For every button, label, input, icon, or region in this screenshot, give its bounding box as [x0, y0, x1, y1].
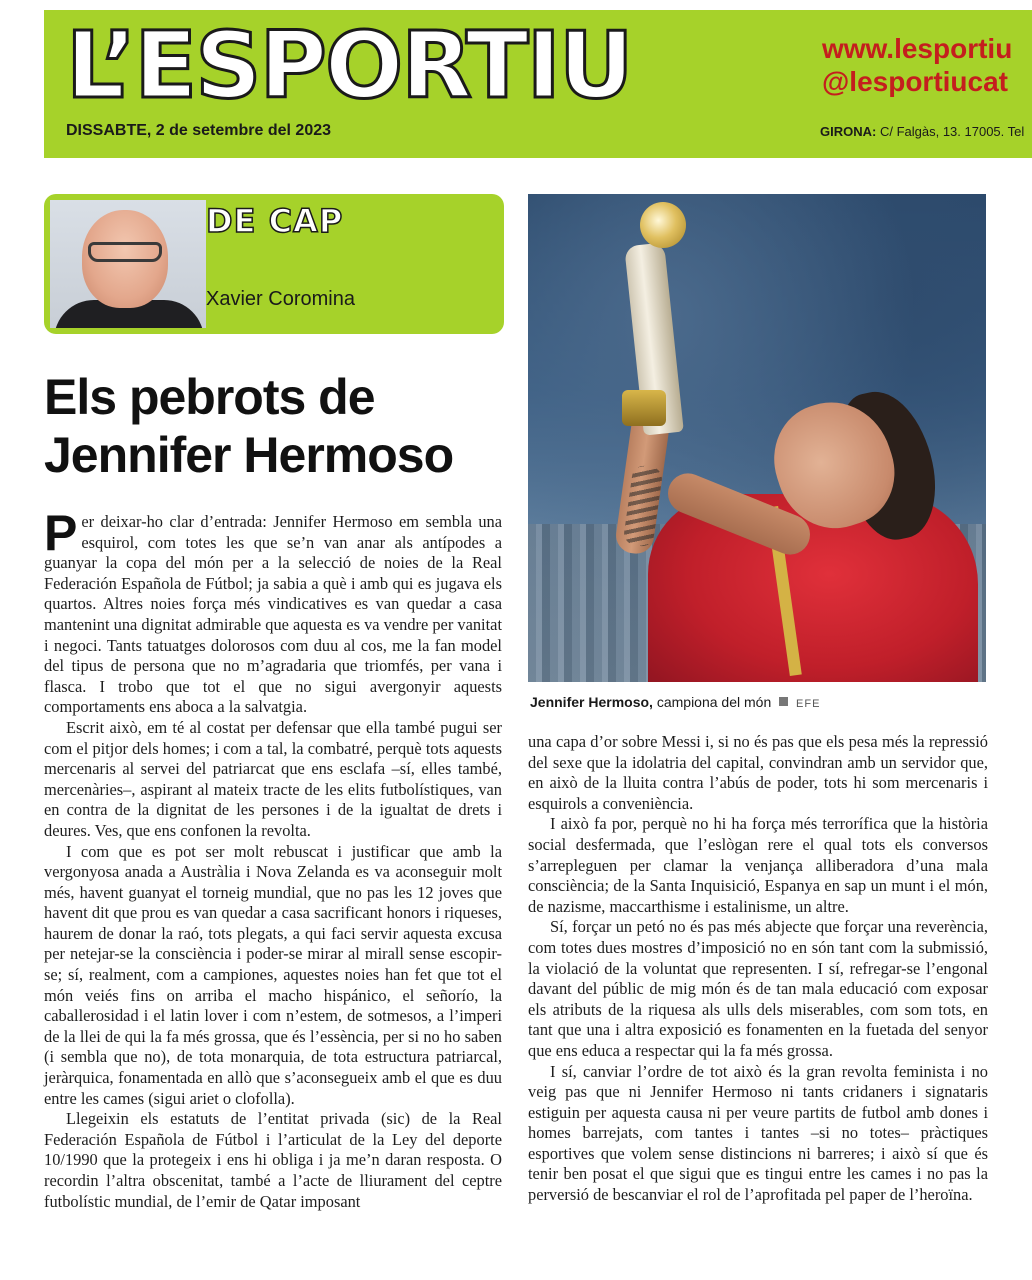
address-text: C/ Falgàs, 13. 17005. Tel	[879, 124, 1025, 139]
article-photo[interactable]	[528, 194, 986, 682]
masthead-links	[822, 32, 1012, 98]
photo-credit: EFE	[796, 698, 821, 710]
author-name[interactable]: Xavier Coromina	[206, 288, 355, 310]
column-tag: DE CAP	[206, 202, 344, 240]
caption-text: campiona del món	[656, 694, 772, 710]
website-link[interactable]: www.lesportiu	[822, 33, 1013, 64]
masthead	[44, 10, 1032, 158]
article-paragraph: Escrit això, em té al costat per defensar que ella també pugui ser com el pitjor dels homes; i com a tal, la combatré, perquè tots aquests mercenaris al servei del patriarcat que ens esclafa –sí, elles també, mercenàries–, aspirant al mateix tracte de les elits futbolístiques, van en contra de la dignitat de les persones i de la igualtat de drets i deures. Ves, que ens confonen la revolta.	[44, 717, 502, 840]
square-separator-icon	[779, 697, 788, 706]
article-body-right	[528, 732, 988, 1206]
article-paragraph: Llegeixin els estatuts de l’entitat privada (sic) de la Real Federación Española de Fútbol i l’articulat de la Ley del deporte 10/1990 que la protegeix i ens hi obliga i ja me’n daran resposta. O recordin l’altra obscenitat, també a l’acte de lliurament del ceptre futbolístic mundial, de l’emir de Qatar imposant	[44, 1109, 502, 1211]
headline-line-1: Els pebrots de	[44, 369, 375, 425]
article-paragraph: una capa d’or sobre Messi i, si no és pas que els pesa més la repressió del sexe que la idolatria del capital, convindran amb un servidor que, en això de la lluita contra l’abús de poder, tots hi som mercenaris i esquirols a conveniència.	[528, 732, 988, 813]
article-paragraph: Sí, forçar un petó no és pas més abjecte que forçar una reverència, com totes dues mostres d’imposició no en són tant com la submissió, la violació de la voluntat que representen. I sí, refregar-se l’engonal davant del públic de mig món és de tan mala educació com exposar els atributs de la riquesa als ulls dels miserables, com som tots, en tant que una i altra exposició es fonamenten en la fuetada del senyor que ens educa a respectar qui la fa més grossa.	[528, 917, 988, 1060]
newspaper-logo[interactable]: L’ESPORTIU	[66, 12, 632, 119]
caption-name: Jennifer Hermoso,	[530, 694, 653, 710]
social-handle-link[interactable]: @lesportiucat	[822, 66, 1009, 97]
photo-caption	[530, 694, 820, 710]
column-header	[44, 194, 504, 334]
issue-weekday: DISSABTE,	[66, 122, 152, 139]
office-address	[820, 124, 1024, 139]
article-body-left	[44, 505, 502, 1212]
article-headline	[44, 368, 514, 484]
article-paragraph: I això fa por, perquè no hi ha força més terrorífica que la història social desfermada, que l’eslògan rere el qual tots els conversos s’arrepleguen per clamar la venjança alliberadora d’una mala consciència; de la Santa Inquisició, Espanya en sap un munt i el món, de nazisme, maccarthisme i estalinisme, un altre.	[528, 814, 988, 916]
article-paragraph: I sí, canviar l’ordre de tot això és la gran revolta feminista i no veig pas que ni Jennifer Hermoso ni tants cridaners i signataris estiguin per aquesta causa ni per veure partits de futbol amb dones i homes barrejats, com tantes i tantes –si no totes– pràctiques esportives que volem sense distincions ni barreres; i això sí que és tenir ben posat el que sigui que es tingui entre les cames i no pas la perversió de bescanviar el rol de l’aprofitada pel paper de l’heroïna.	[528, 1061, 988, 1205]
article-paragraph: Per deixar-ho clar d’entrada: Jennifer Hermoso em sembla una esquirol, com totes les que se’n van anar als antípodes a guanyar la copa del món per a la selecció de noies de la Real Federación Española de Fútbol; ja sabia a què i amb qui es jugava els quartos. Altres noies força més vindicatives es van quedar a casa mantenint una dignitat admirable que aquesta es va vendre per vanitat i negoci. Tants tatuatges dolorosos com duu al cos, me la fan model del tipus de persona que no m’agradaria que triomfés, per vana i flasca. I trobo que tot el que no sigui avergonyir aquests comportaments ens aboca a la salvatgia.	[44, 505, 502, 717]
article-paragraph: I com que es pot ser molt rebuscat i justificar que amb la vergonyosa anada a Austràlia i Nova Zelanda es va aconseguir molt més, havent guanyat el torneig mundial, que no pas les 12 joves que havent dit que prou es van quedar a casa sacrificant honors i riqueses, haurem de donar la raó, tots plegats, a qui faci servir aquesta excusa per netejar-se la consciència i poder-se mirar al mirall sense escopir-se; sí, realment, com a campiones, aquestes noies han fet que tot el món veiés fins on arriba el macho hispánico, el señorío, la caballerosidad i el latin lover i com n’estem, de sotmesos, a l’imperi de la llei de qui la fa més grossa, que és l’essència, per si no ho saben (i sembla que no), de tota monarquia, de tota estructura patriarcal, jeràrquica, fonamentada en allò que s’aconsegueix amb el que es duu entre les cames (sigui ariet o clofolla).	[44, 841, 502, 1108]
headline-line-2: Jennifer Hermoso	[44, 427, 454, 483]
issue-date-text: 2 de setembre del 2023	[155, 122, 332, 139]
address-city: GIRONA:	[820, 124, 877, 139]
issue-date	[66, 122, 331, 140]
author-photo	[50, 200, 206, 328]
trophy-icon	[640, 202, 686, 248]
drop-cap: P	[44, 505, 78, 561]
